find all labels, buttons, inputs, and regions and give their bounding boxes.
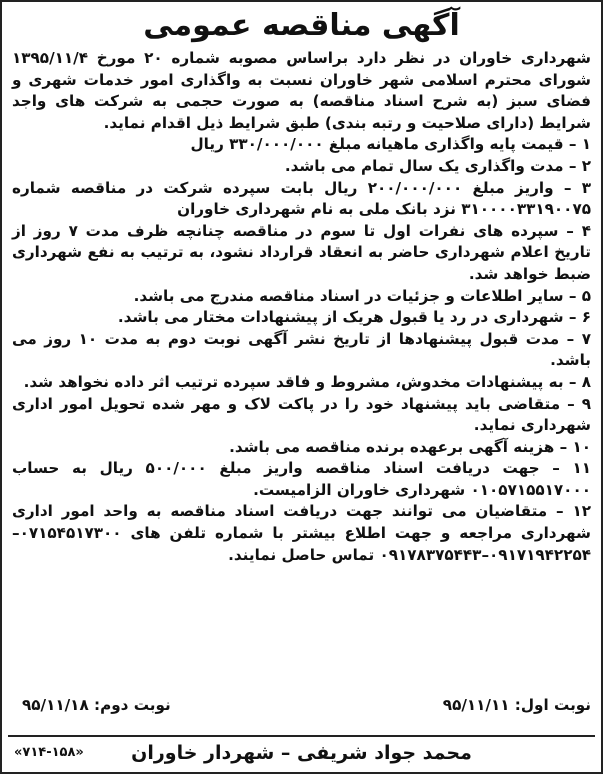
condition-item: ۹ – متقاضی باید پیشنهاد خود را در پاکت لاک و مهر شده تحویل امور اداری شهرداری نماید. [12, 394, 591, 435]
first-publication-date: نوبت اول: ۹۵/۱۱/۱۱ [442, 696, 591, 714]
condition-item: ۷ – مدت قبول پیشنهادها از تاریخ نشر آگهی نوبت دوم به مدت ۱۰ روز می باشد. [12, 329, 591, 370]
notice-body [12, 48, 591, 566]
second-publication-date: نوبت دوم: ۹۵/۱۱/۱۸ [22, 696, 171, 714]
intro-paragraph: شهرداری خاوران در نظر دارد براساس مصوبه شماره ۲۰ مورخ ۱۳۹۵/۱۱/۴ شورای محترم اسلامی شهر خاوران نسبت به واگذاری امور خدمات شهری و فضای سبز (به شرح اسناد مناقصه) به صورت حجمی به شرکت های واجد شرایط (دارای صلاحیت و رتبه بندی) طبق شرایط ذیل اقدام نماید. [12, 49, 591, 132]
condition-item: ۱۱ – جهت دریافت اسناد مناقصه واریز مبلغ ۵۰۰/۰۰۰ ریال به حساب ۰۱۰۵۷۱۵۵۱۷۰۰۰ شهرداری خاوران الزامیست. [12, 459, 592, 499]
notice-title: آگهی مناقصه عمومی [143, 8, 460, 43]
condition-item: ۱ – قیمت پایه واگذاری ماهیانه مبلغ ۳۳۰/۰۰۰/۰۰۰ ریال [190, 135, 591, 154]
condition-item: ۱۰ – هزینه آگهی برعهده برنده مناقصه می باشد. [229, 437, 591, 456]
signer-name: محمد جواد شریفی – شهردار خاوران [131, 742, 472, 764]
condition-item: ۴ – سپرده های نفرات اول تا سوم در مناقصه چنانچه ظرف مدت ۷ روز از تاریخ اعلام شهرداری حاضر به انعقاد قرارداد نشود، به ترتیب به نفع شهرداری ضبط خواهد شد. [12, 221, 591, 283]
footer-divider [8, 735, 595, 737]
footer [2, 738, 601, 768]
publication-dates [12, 694, 591, 716]
condition-item: ۳ – واریز مبلغ ۲۰۰/۰۰۰/۰۰۰ ریال بابت سپرده شرکت در مناقصه شماره ۳۱۰۰۰۰۳۳۱۹۰۰۷۵ نزد بانک ملی به نام شهرداری خاوران [12, 178, 591, 219]
condition-item: ۵ – سایر اطلاعات و جزئیات در اسناد مناقصه مندرج می باشد. [133, 286, 591, 305]
condition-item: ۶ – شهرداری در رد یا قبول هریک از پیشنهادات مختار می باشد. [117, 308, 591, 327]
notice-code: «۷۱۴-۱۵۸» [14, 745, 84, 760]
condition-item: ۸ – به پیشنهادات مخدوش، مشروط و فاقد سپرده ترتیب اثر داده نخواهد شد. [23, 372, 591, 391]
condition-item: ۱۲ – متقاضیان می توانند جهت دریافت اسناد مناقصه به واحد امور اداری شهرداری مراجعه و جهت اطلاع بیشتر با شماره تلفن های ۰۷۱۵۴۵۱۷۳۰۰– ۰۹۱۷۱۹۴۲۲۵۴–۰۹۱۷۸۳۷۵۴۴۳ تماس حاصل نمایند. [12, 502, 591, 564]
condition-item: ۲ – مدت واگذاری یک سال تمام می باشد. [284, 156, 591, 175]
